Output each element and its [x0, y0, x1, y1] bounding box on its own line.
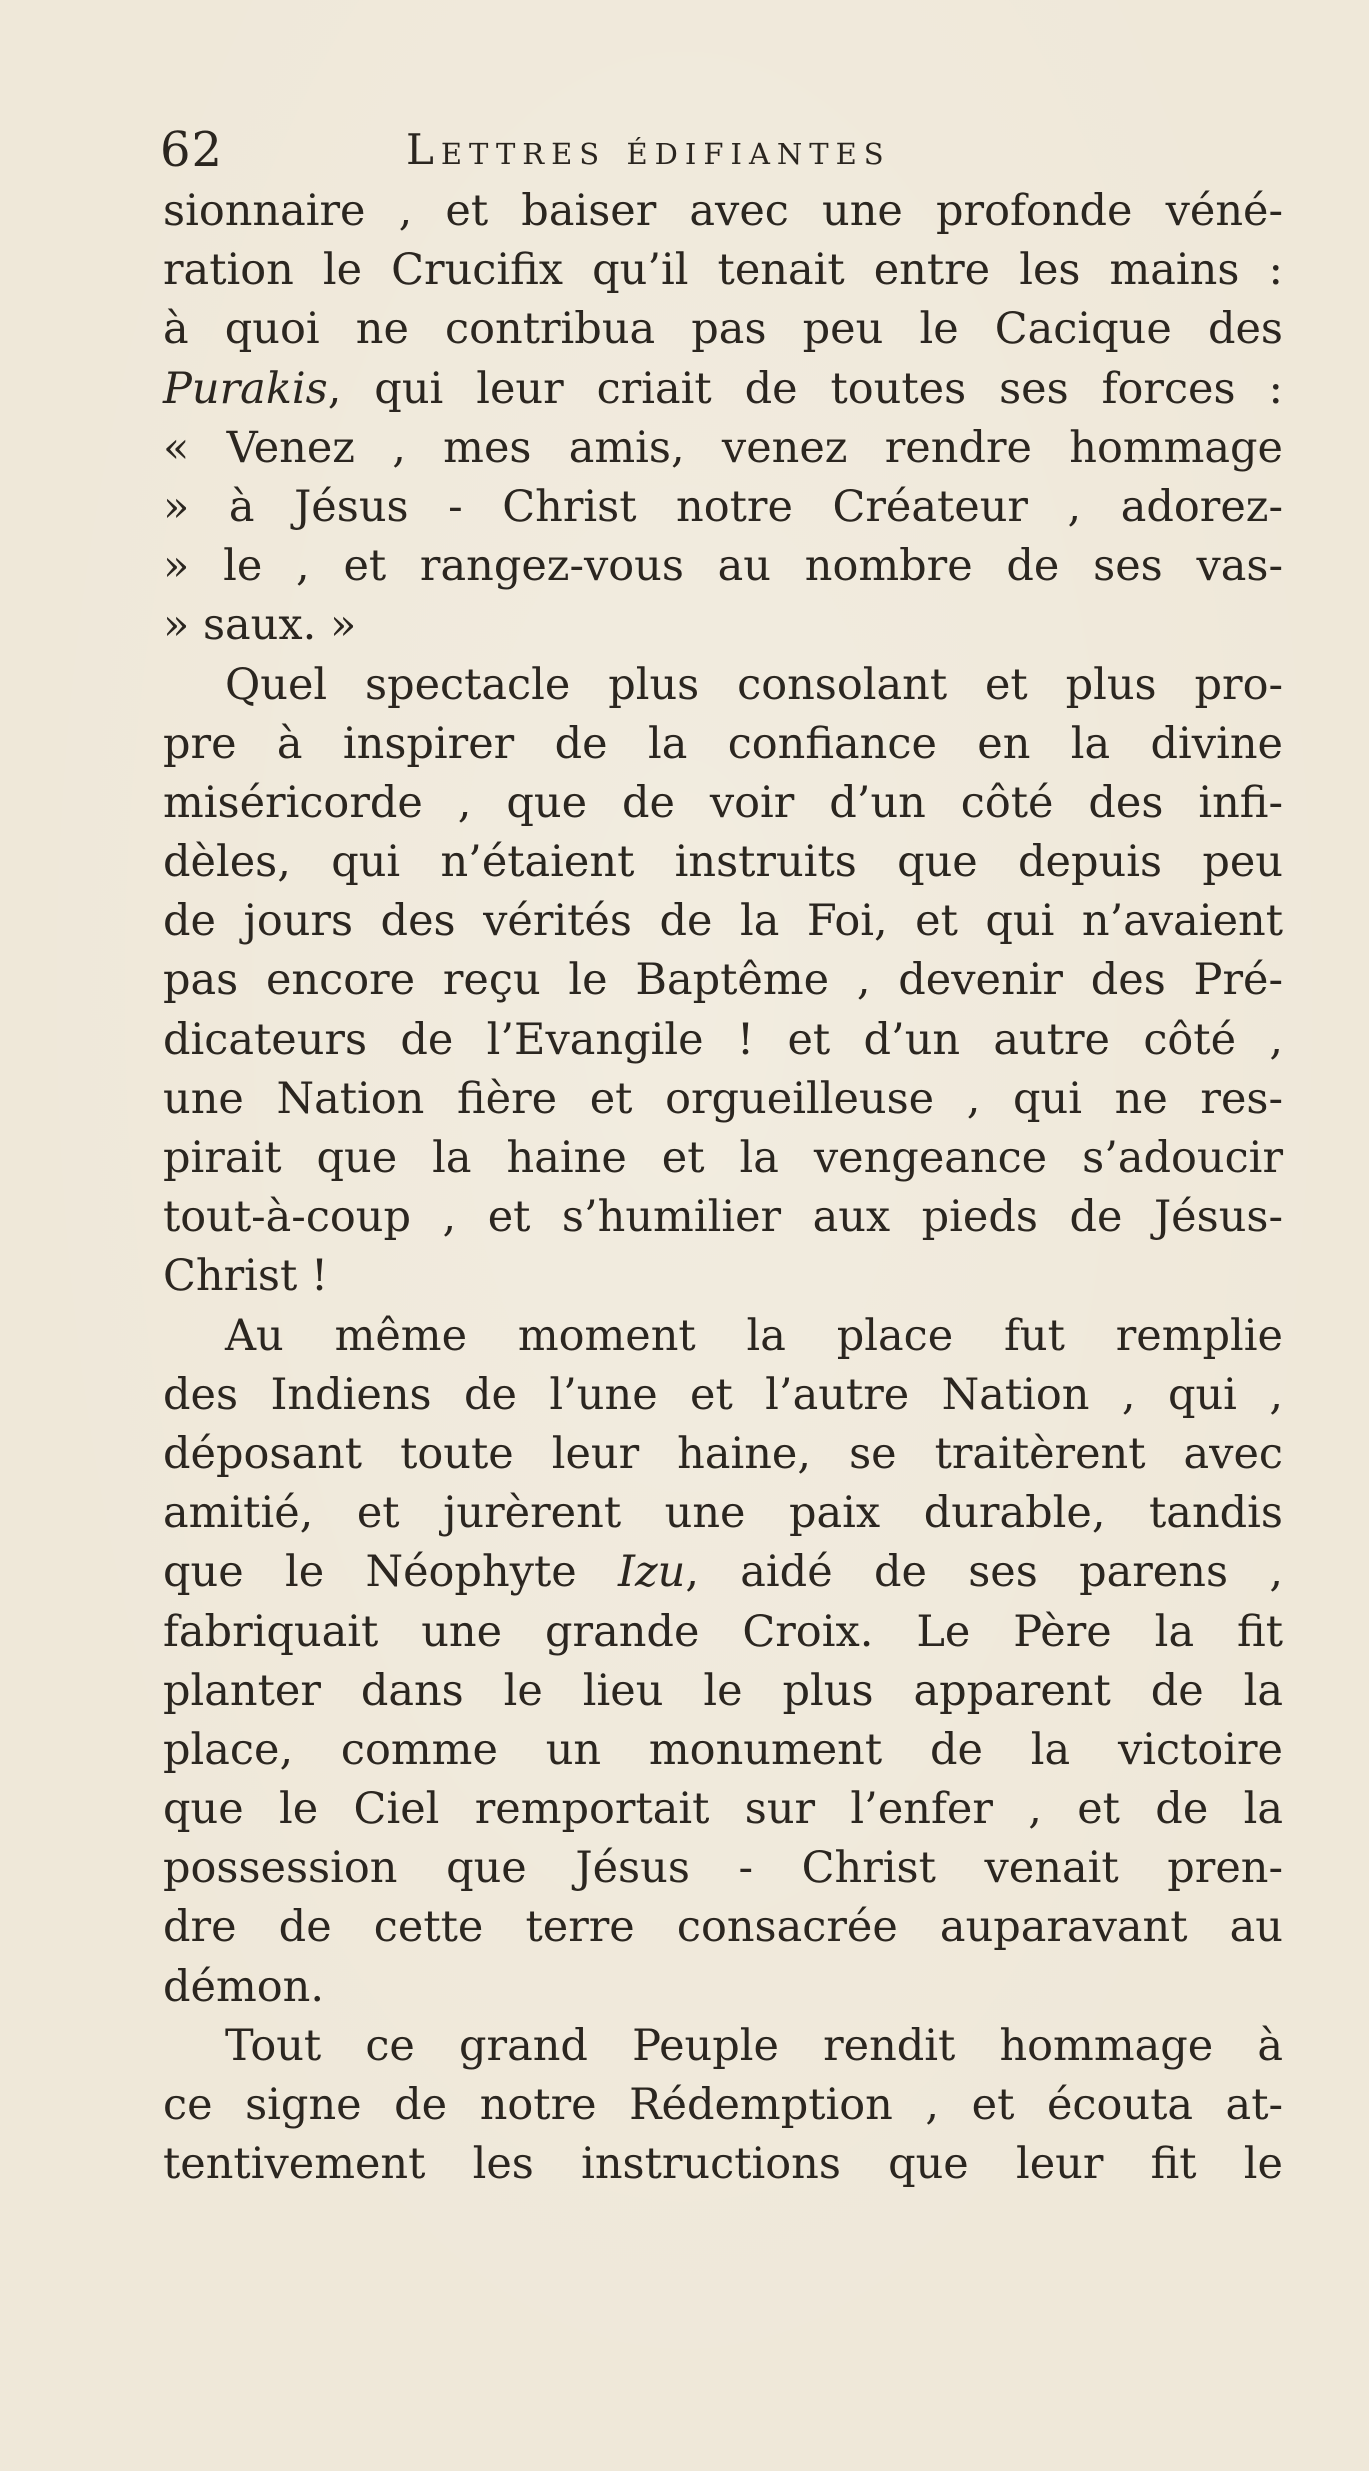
page-number: 62: [160, 122, 224, 178]
text-line: [163, 360, 1283, 419]
text-segment: , qui leur criait de toutes ses forces :: [327, 363, 1283, 414]
text-line: pre à inspirer de la confiance en la divine: [163, 718, 1283, 769]
text-line: que le Ciel remportait sur l’enfer , et de la: [163, 1784, 1283, 1835]
text-line: Christ !: [163, 1251, 329, 1302]
text-line: tout-à-coup , et s’humilier aux pieds de Jésus-: [163, 1192, 1283, 1243]
text-line: Tout ce grand Peuple rendit hommage à: [225, 2020, 1283, 2071]
italic-name: Izu: [617, 1547, 686, 1598]
text-line: Au même moment la place fut remplie: [225, 1310, 1283, 1361]
text-line: fabriquait une grande Croix. Le Père la fit: [163, 1606, 1283, 1657]
page-header: [160, 118, 1220, 182]
text-line: [163, 1543, 1283, 1602]
text-line: à quoi ne contribua pas peu le Cacique des: [163, 304, 1283, 355]
text-line: dèles, qui n’étaient instruits que depuis peu: [163, 837, 1283, 888]
text-line: miséricorde , que de voir d’un côté des infi-: [163, 777, 1283, 828]
text-line: dicateurs de l’Evangile ! et d’un autre côté ,: [163, 1014, 1283, 1065]
text-segment: que le Néophyte: [163, 1547, 618, 1598]
text-line: ration le Crucifix qu’il tenait entre les mains :: [163, 245, 1283, 296]
text-segment: , aidé de ses parens ,: [685, 1547, 1283, 1598]
text-line: » saux. »: [163, 600, 357, 651]
text-line: « Venez , mes amis, venez rendre hommage: [163, 422, 1283, 473]
text-line: une Nation fière et orgueilleuse , qui ne res-: [163, 1073, 1283, 1124]
running-title: Lettres édifiantes: [406, 125, 891, 174]
text-line: déposant toute leur haine, se traitèrent avec: [163, 1428, 1283, 1479]
body-text: [163, 182, 1283, 2194]
text-line: dre de cette terre consacrée auparavant au: [163, 1902, 1283, 1953]
italic-name: Purakis: [163, 363, 328, 414]
text-line: des Indiens de l’une et l’autre Nation , qui ,: [163, 1369, 1283, 1420]
text-line: possession que Jésus - Christ venait pren-: [163, 1843, 1283, 1894]
text-line: démon.: [163, 1961, 324, 2012]
text-line: sionnaire , et baiser avec une profonde véné-: [163, 186, 1283, 236]
text-line: pas encore reçu le Baptême , devenir des Pré-: [163, 955, 1283, 1006]
text-line: Quel spectacle plus consolant et plus pro-: [225, 659, 1283, 710]
text-line: place, comme un monument de la victoire: [163, 1724, 1283, 1775]
text-line: » le , et rangez-vous au nombre de ses vas-: [163, 541, 1283, 592]
text-line: ce signe de notre Rédemption , et écouta at-: [163, 2080, 1283, 2130]
text-line: pirait que la haine et la vengeance s’adoucir: [163, 1133, 1283, 1183]
text-line: de jours des vérités de la Foi, et qui n’avaient: [163, 896, 1283, 947]
text-line: planter dans le lieu le plus apparent de la: [163, 1665, 1283, 1716]
text-line: amitié, et jurèrent une paix durable, tandis: [163, 1488, 1283, 1539]
text-line: tentivement les instructions que leur fit le: [163, 2139, 1283, 2190]
text-line: » à Jésus - Christ notre Créateur , adorez-: [163, 481, 1283, 532]
